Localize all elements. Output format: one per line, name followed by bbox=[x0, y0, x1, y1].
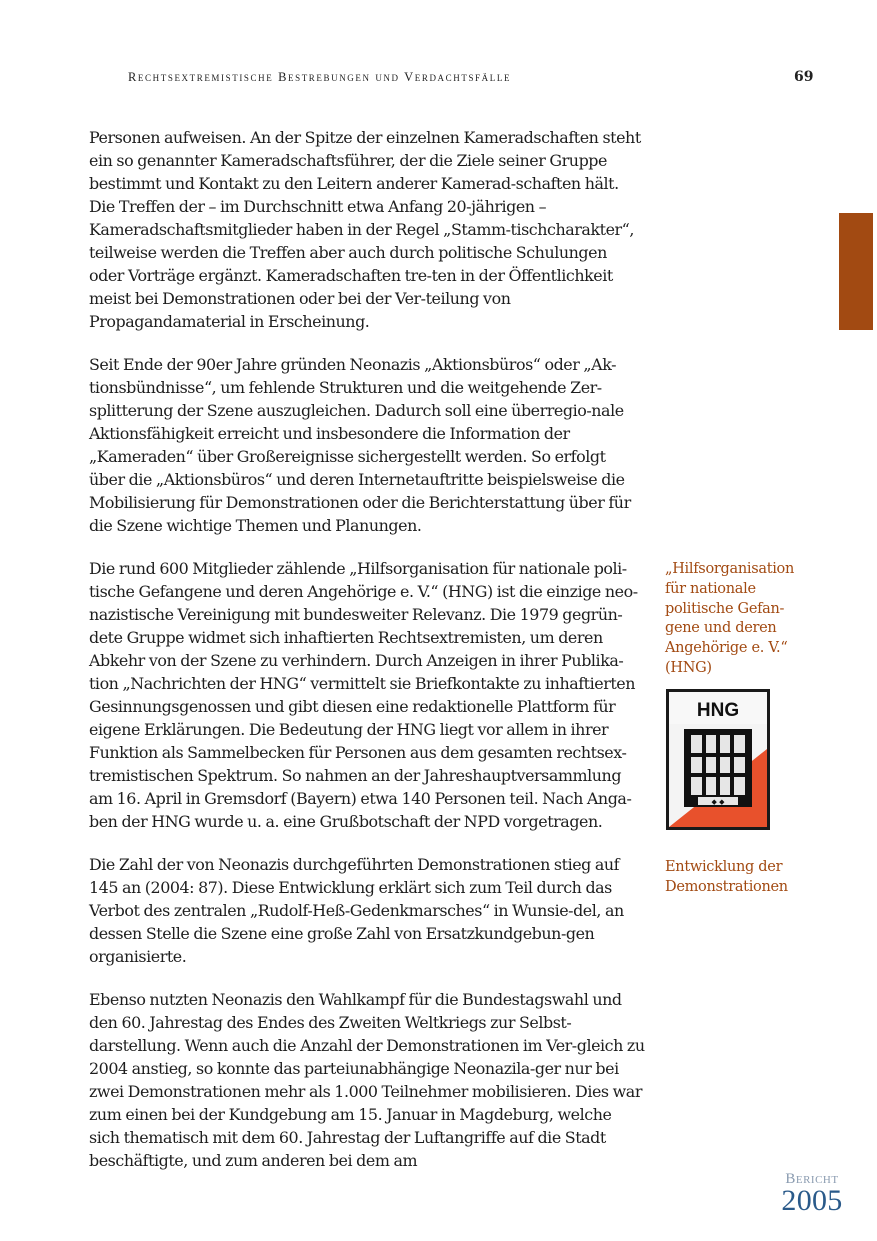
margin-note-demonstrationen: Entwicklung der Demonstrationen bbox=[665, 859, 788, 895]
hng-emblem-icon bbox=[666, 689, 770, 830]
svg-text:◆ ◆: ◆ ◆ bbox=[711, 798, 725, 806]
running-head: Rechtsextremistische Bestrebungen und Verdachtsfälle bbox=[128, 70, 512, 84]
report-logo-word: Bericht bbox=[785, 1171, 839, 1187]
paragraph-aktionsbueros: Seit Ende der 90er Jahre gründen Neonazis „Aktionsbüros“ oder „Ak-tionsbündnisse“, um fehlende Strukturen und die weitgehende Zer-splitterung der Szene auszugleichen. Dadurch soll eine überregio-nale Aktionsfähigkeit erreicht und insbesondere die Information der „Kameraden“ über Großereignisse sichergestellt werden. So erfolgt über die „Aktionsbüros“ und deren Internetauftritte beispielsweise die Mobilisierung für Demonstrationen oder die Berichterstattung über für die Szene wichtige Themen und Planungen. bbox=[89, 355, 631, 535]
paragraph-demonstrationen: Die Zahl der von Neonazis durchgeführten Demonstrationen stieg auf 145 an (2004: 87). Diese Entwicklung erklärt sich zum Teil durch das Verbot des zentralen „Rudolf-Heß-Gedenkmarsches“ in Wunsie-del, an dessen Stelle die Szene eine große Zahl von Ersatzkundgebun-gen organisierte. bbox=[89, 855, 624, 966]
hng-emblem-label: HNG bbox=[696, 700, 740, 721]
main-text-column bbox=[89, 126, 645, 1192]
margin-note-hng: „Hilfsorganisation für nationale politische Gefan-gene und deren Angehörige e. V.“ (HNG) bbox=[665, 561, 795, 676]
paragraph-kameradschaften: Personen aufweisen. An der Spitze der einzelnen Kameradschaften steht ein so genannter Kameradschaftsführer, der die Ziele seiner Gruppe bestimmt und Kontakt zu den Leitern anderer Kamerad-schaften hält. Die Treffen der – im Durchschnitt etwa Anfang 20-jährigen – Kameradschaftsmitglieder haben in der Regel „Stamm-tischcharakter“, teilweise werden die Treffen aber auch durch politische Schulungen oder Vorträge ergänzt. Kameradschaften tre-ten in der Öffentlichkeit meist bei Demonstrationen oder bei der Ver-teilung von Propagandamaterial in Erscheinung. bbox=[89, 128, 641, 331]
paragraph-wahlkampf: Ebenso nutzten Neonazis den Wahlkampf für die Bundestagswahl und den 60. Jahrestag des Endes des Zweiten Weltkriegs zur Selbst-darstellung. Wenn auch die Anzahl der Demonstrationen im Ver-gleich zu 2004 anstieg, so konnte das parteiunabhängige Neonazila-ger nur bei zwei Demonstrationen mehr als 1.000 Teilnehmer mobilisieren. Dies war zum einen bei der Kundgebung am 15. Januar in Magdeburg, welche sich thematisch mit dem 60. Jahrestag der Luftangriffe auf die Stadt beschäftigte, und zum anderen bei dem am bbox=[89, 990, 645, 1170]
chapter-tab-marker bbox=[839, 213, 873, 330]
report-logo bbox=[776, 1171, 848, 1215]
page-number: 69 bbox=[794, 69, 814, 85]
report-logo-year: 2005 bbox=[781, 1184, 843, 1217]
paragraph-hng: Die rund 600 Mitglieder zählende „Hilfsorganisation für nationale poli-tische Gefangene und deren Angehörige e. V.“ (HNG) ist die einzige neo-nazistische Vereinigung mit bundesweiter Relevanz. Die 1979 gegrün-dete Gruppe widmet sich inhaftierten Rechtsextremisten, um deren Abkehr von der Szene zu verhindern. Durch Anzeigen in ihrer Publika-tion „Nachrichten der HNG“ vermittelt sie Briefkontakte zu inhaftierten Gesinnungsgenossen und gibt diesen eine redaktionelle Plattform für eigene Erklärungen. Die Bedeutung der HNG liegt vor allem in ihrer Funktion als Sammelbecken für Personen aus dem gesamten rechtsex-tremistischen Spektrum. So nahmen an der Jahreshauptversammlung am 16. April in Gremsdorf (Bayern) etwa 140 Personen teil. Nach Anga-ben der HNG wurde u. a. eine Grußbotschaft der NPD vorgetragen. bbox=[89, 559, 638, 831]
